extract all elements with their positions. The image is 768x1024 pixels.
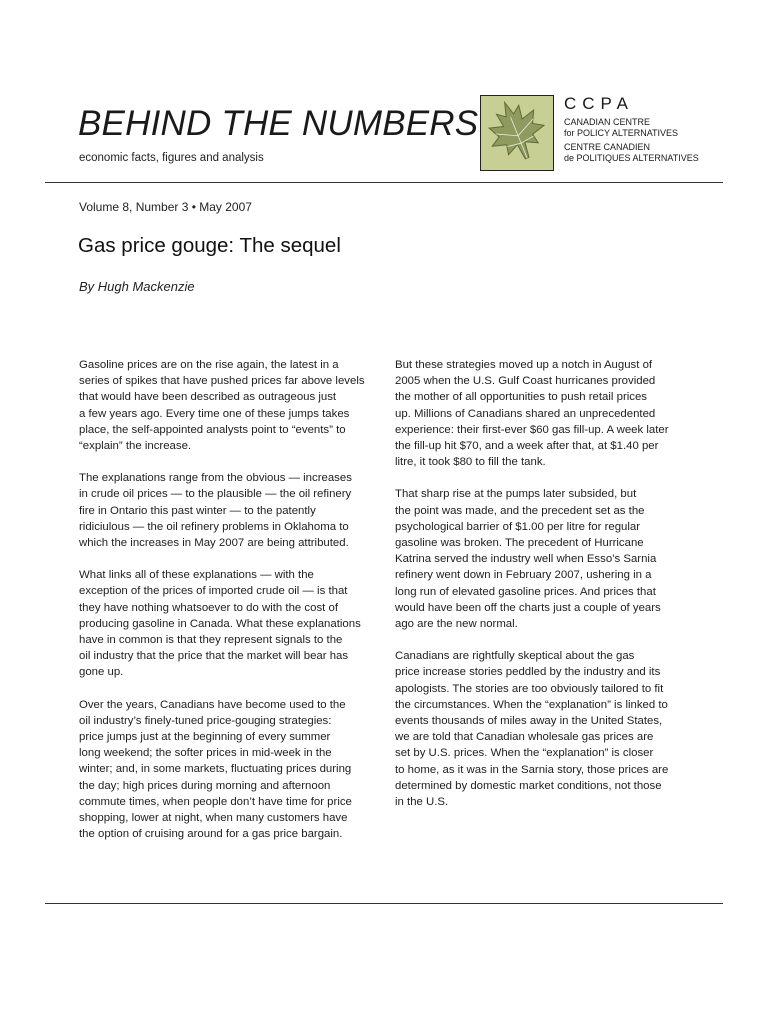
text-line: in the U.S. [395, 796, 449, 809]
text-line: shopping, lower at night, when many customers have [79, 812, 348, 825]
text-line: long run of elevated gasoline prices. And prices that [395, 585, 656, 598]
text-line: would have been off the charts just a couple of years [395, 601, 661, 614]
text-line: the day; high prices during morning and afternoon [79, 779, 331, 792]
text-line: events thousands of miles away in the United States, [395, 715, 663, 728]
text-line: oil industry that the price that the market will bear has [79, 650, 349, 663]
logo-english-line-1: CANADIAN CENTRE [564, 117, 651, 127]
logo-acronym: CCPA [564, 94, 634, 113]
text-line: commute times, when people don’t have time for price [79, 795, 352, 808]
maple-leaf-icon [481, 96, 553, 170]
right-column [395, 357, 695, 826]
text-line: apologists. The stories are too obviously tailored to fit [395, 682, 664, 695]
article-title: Gas price gouge: The sequel [78, 234, 341, 257]
text-line: series of spikes that have pushed prices far above levels [79, 375, 365, 388]
masthead-title: BEHIND THE NUMBERS [78, 104, 479, 143]
text-line: long weekend; the softer prices in mid-week in the [79, 747, 332, 760]
header-divider [45, 182, 723, 183]
paragraph [395, 648, 695, 810]
paragraph [79, 567, 379, 680]
text-line: ago are the new normal. [395, 618, 518, 631]
logo-wordmark [564, 94, 699, 164]
text-line: to home, as it was in the Sarnia story, those prices are [395, 763, 669, 776]
text-line: the option of cruising around for a gas price bargain. [79, 828, 343, 841]
text-line: the fill-up hit $70, and a week after that, at $1.40 per [395, 440, 659, 453]
text-line: “explain” the increase. [79, 440, 192, 453]
text-line: place, the self-appointed analysts point to “events” to [79, 423, 346, 436]
text-line: the point was made, and the precedent set as the [395, 504, 645, 517]
logo-french-line-1: CENTRE CANADIEN [564, 142, 651, 152]
text-line: Canadians are rightfully skeptical about the gas [395, 650, 635, 663]
paragraph [79, 470, 379, 551]
text-line: Gasoline prices are on the rise again, the latest in a [79, 359, 339, 371]
footer-divider [45, 903, 723, 904]
issue-info: Volume 8, Number 3 • May 2007 [79, 200, 252, 214]
text-line: exception of the prices of imported crude oil — is that [79, 585, 348, 598]
text-line: the mother of all opportunities to push retail prices [395, 391, 647, 404]
paragraph [79, 357, 379, 454]
text-line: oil industry’s finely-tuned price-gouging strategies: [79, 714, 332, 727]
text-line: fire in Ontario this past winter — to the patently [79, 504, 316, 517]
text-line: price increase stories peddled by the industry and its [395, 666, 661, 679]
text-line: the circumstances. When the “explanation” is linked to [395, 698, 668, 711]
paragraph [79, 697, 379, 843]
logo-english-line-2: for POLICY ALTERNATIVES [564, 128, 679, 138]
text-line: Katrina served the industry well when Esso’s Sarnia [395, 553, 657, 566]
text-line: litre, it took $80 to fill the tank. [395, 456, 546, 469]
text-line: have in common is that they represent signals to the [79, 634, 343, 647]
text-line: But these strategies moved up a notch in August of [395, 359, 653, 371]
text-line: price jumps just at the beginning of every summer [79, 731, 331, 744]
text-line: determined by domestic market conditions, not those [395, 779, 662, 792]
text-line: What links all of these explanations — with the [79, 569, 314, 582]
text-line: psychological barrier of $1.00 per litre for regular [395, 520, 641, 533]
text-line: The explanations range from the obvious — increases [79, 472, 352, 485]
text-line: experience: their first-ever $60 gas fill-up. A week later [395, 423, 669, 436]
text-line: which the increases in May 2007 are being attributed. [79, 537, 349, 550]
text-line: producing gasoline in Canada. What these explanations [79, 617, 361, 630]
text-line: gasoline was broken. The precedent of Hurricane [395, 537, 644, 550]
text-line: in crude oil prices — to the plausible — the oil refinery [79, 488, 352, 501]
text-line: they have nothing whatsoever to do with the cost of [79, 601, 338, 614]
byline: By Hugh Mackenzie [79, 279, 195, 294]
text-line: gone up. [79, 666, 124, 679]
text-line: refinery went down in February 2007, ushering in a [395, 569, 652, 582]
text-line: Over the years, Canadians have become used to the [79, 698, 346, 711]
text-line: 2005 when the U.S. Gulf Coast hurricanes provided [395, 375, 656, 388]
text-line: that would have been described as outrageous just [79, 391, 337, 404]
text-line: up. Millions of Canadians shared an unprecedented [395, 407, 656, 420]
masthead-subtitle: economic facts, figures and analysis [79, 152, 264, 164]
paragraph [395, 486, 695, 632]
ccpa-logo [480, 95, 554, 171]
text-line: ridiciulous — the oil refinery problems in Oklahoma to [79, 520, 349, 533]
text-line: That sharp rise at the pumps later subsided, but [395, 488, 637, 501]
text-line: winter; and, in some markets, fluctuating prices during [79, 763, 352, 776]
paragraph [395, 357, 695, 470]
text-line: a few years ago. Every time one of these jumps takes [79, 407, 350, 420]
text-line: we are told that Canadian wholesale gas prices are [395, 731, 654, 744]
text-line: set by U.S. prices. When the “explanation” is closer [395, 747, 654, 760]
logo-french-line-2: de POLITIQUES ALTERNATIVES [564, 153, 699, 163]
left-column [79, 357, 379, 858]
